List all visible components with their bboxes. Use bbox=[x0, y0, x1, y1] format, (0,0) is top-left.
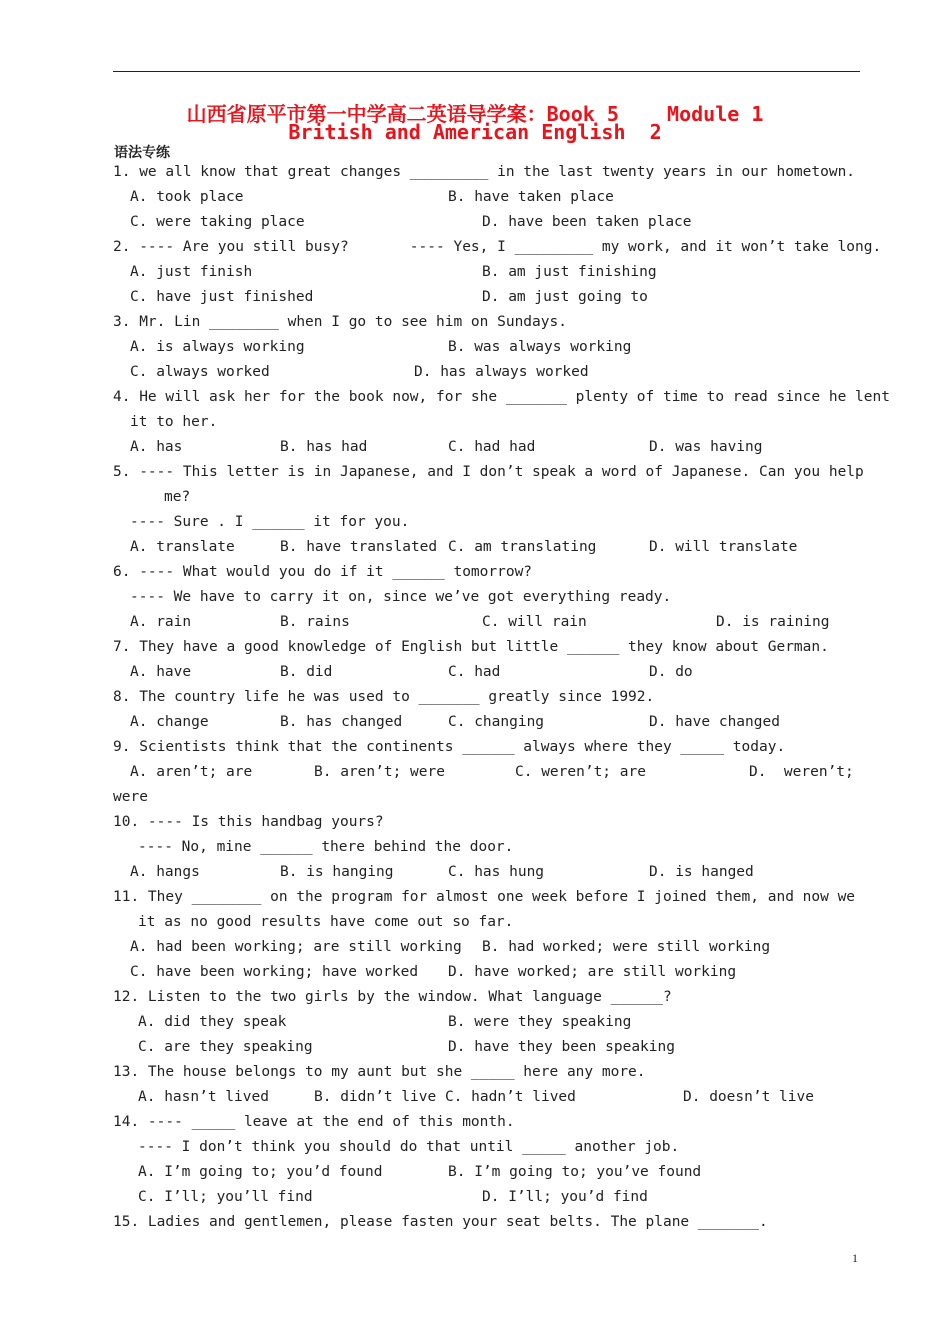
exercise-line: D. I’ll; you’d find bbox=[482, 1189, 648, 1205]
exercise-line: ---- Sure . I ______ it for you. bbox=[130, 514, 410, 530]
exercise-line: 3. Mr. Lin ________ when I go to see him on Sundays. bbox=[113, 314, 567, 330]
exercise-line: B. did bbox=[280, 664, 333, 680]
exercise-line: 8. The country life he was used to _______ greatly since 1992. bbox=[113, 689, 655, 705]
exercise-line: A. have bbox=[130, 664, 192, 680]
exercise-line: ---- I don’t think you should do that until _____ another job. bbox=[138, 1139, 680, 1155]
exercise-line: C. had had bbox=[448, 439, 536, 455]
exercise-line: it as no good results have come out so far. bbox=[138, 914, 514, 930]
exercise-line: A. rain bbox=[130, 614, 192, 630]
page-number: 1 bbox=[852, 1251, 858, 1265]
exercise-line: it to her. bbox=[130, 414, 218, 430]
section-heading: 语法专练 bbox=[114, 145, 170, 161]
exercise-line: 9. Scientists think that the continents ______ always where they _____ today. bbox=[113, 739, 786, 755]
exercise-line: B. has had bbox=[280, 439, 368, 455]
exercise-line: A. change bbox=[130, 714, 209, 730]
exercise-line: D. have been taken place bbox=[482, 214, 692, 230]
exercise-line: C. am translating bbox=[448, 539, 597, 555]
exercise-line: 14. ---- _____ leave at the end of this month. bbox=[113, 1114, 515, 1130]
exercise-line: D. am just going to bbox=[482, 289, 648, 305]
exercise-line: D. is hanged bbox=[649, 864, 754, 880]
exercise-line: D. do bbox=[649, 664, 693, 680]
exercise-line: A. is always working bbox=[130, 339, 305, 355]
exercise-line: 4. He will ask her for the book now, for she _______ plenty of time to read since he lent bbox=[113, 389, 890, 405]
exercise-line: B. aren’t; were bbox=[314, 764, 445, 780]
exercise-line: were bbox=[113, 789, 148, 805]
exercise-line: A. translate bbox=[130, 539, 235, 555]
exercise-line: B. didn’t live C. hadn’t lived bbox=[314, 1089, 576, 1105]
exercise-line: A. aren’t; are bbox=[130, 764, 253, 780]
exercise-line: A. hangs bbox=[130, 864, 200, 880]
exercise-line: A. hasn’t lived bbox=[138, 1089, 269, 1105]
exercise-line: B. I’m going to; you’ve found bbox=[448, 1164, 702, 1180]
exercise-line: B. is hanging bbox=[280, 864, 394, 880]
exercise-line: D. weren’t; bbox=[749, 764, 854, 780]
exercise-line: A. has bbox=[130, 439, 183, 455]
exercise-line: C. were taking place bbox=[130, 214, 305, 230]
exercise-line: A. did they speak bbox=[138, 1014, 287, 1030]
exercise-line: D. doesn’t live bbox=[683, 1089, 814, 1105]
header-rule bbox=[113, 71, 860, 72]
page-subtitle: British and American English 2 bbox=[288, 120, 662, 144]
exercise-line: D. have they been speaking bbox=[448, 1039, 675, 1055]
exercise-line: D. will translate bbox=[649, 539, 798, 555]
exercise-line: D. have worked; are still working bbox=[448, 964, 737, 980]
exercise-line: B. have translated bbox=[280, 539, 438, 555]
exercise-line: 13. The house belongs to my aunt but she _____ here any more. bbox=[113, 1064, 646, 1080]
exercise-line: C. has hung bbox=[448, 864, 545, 880]
exercise-line: ---- No, mine ______ there behind the door. bbox=[138, 839, 514, 855]
exercise-line: ---- We have to carry it on, since we’ve got everything ready. bbox=[130, 589, 672, 605]
exercise-line: 6. ---- What would you do if it ______ tomorrow? bbox=[113, 564, 533, 580]
exercise-line: D. is raining bbox=[716, 614, 830, 630]
exercise-line: A. had been working; are still working bbox=[130, 939, 462, 955]
exercise-line: B. am just finishing bbox=[482, 264, 657, 280]
exercise-line: C. I’ll; you’ll find bbox=[138, 1189, 313, 1205]
exercise-line: A. I’m going to; you’d found bbox=[138, 1164, 383, 1180]
exercise-line: D. has always worked bbox=[414, 364, 589, 380]
page-title: 山西省原平市第一中学高二英语导学案：Book 5 Module 1 bbox=[186, 102, 764, 126]
exercise-line: 7. They have a good knowledge of English but little ______ they know about German. bbox=[113, 639, 829, 655]
exercise-line: B. had worked; were still working bbox=[482, 939, 771, 955]
exercise-line: D. was having bbox=[649, 439, 763, 455]
exercise-line: B. has changed bbox=[280, 714, 403, 730]
exercise-line: 1. we all know that great changes _________ in the last twenty years in our hometown. bbox=[113, 164, 856, 180]
exercise-line: B. have taken place bbox=[448, 189, 614, 205]
exercise-line: 5. ---- This letter is in Japanese, and I don’t speak a word of Japanese. Can you help bbox=[113, 464, 864, 480]
exercise-line: 12. Listen to the two girls by the window. What language ______? bbox=[113, 989, 672, 1005]
exercise-line: 11. They ________ on the program for almost one week before I joined them, and now we bbox=[113, 889, 856, 905]
exercise-line: C. always worked bbox=[130, 364, 270, 380]
exercise-line: D. have changed bbox=[649, 714, 780, 730]
exercise-line: A. just finish bbox=[130, 264, 253, 280]
exercise-line: C. will rain bbox=[482, 614, 587, 630]
exercise-line: 15. Ladies and gentlemen, please fasten your seat belts. The plane _______. bbox=[113, 1214, 768, 1230]
exercise-line: C. are they speaking bbox=[138, 1039, 313, 1055]
exercise-line: me? bbox=[164, 489, 191, 505]
exercise-line: B. were they speaking bbox=[448, 1014, 632, 1030]
exercise-line: C. have just finished bbox=[130, 289, 314, 305]
exercise-line: C. changing bbox=[448, 714, 545, 730]
exercise-line: B. was always working bbox=[448, 339, 632, 355]
exercise-line: C. had bbox=[448, 664, 501, 680]
exercise-line: C. have been working; have worked bbox=[130, 964, 419, 980]
exercise-line: A. took place bbox=[130, 189, 244, 205]
exercise-line: 2. ---- Are you still busy? ---- Yes, I _________ my work, and it won’t take long. bbox=[113, 239, 882, 255]
exercise-line: C. weren’t; are bbox=[515, 764, 646, 780]
exercise-line: 10. ---- Is this handbag yours? bbox=[113, 814, 384, 830]
exercise-line: B. rains bbox=[280, 614, 350, 630]
